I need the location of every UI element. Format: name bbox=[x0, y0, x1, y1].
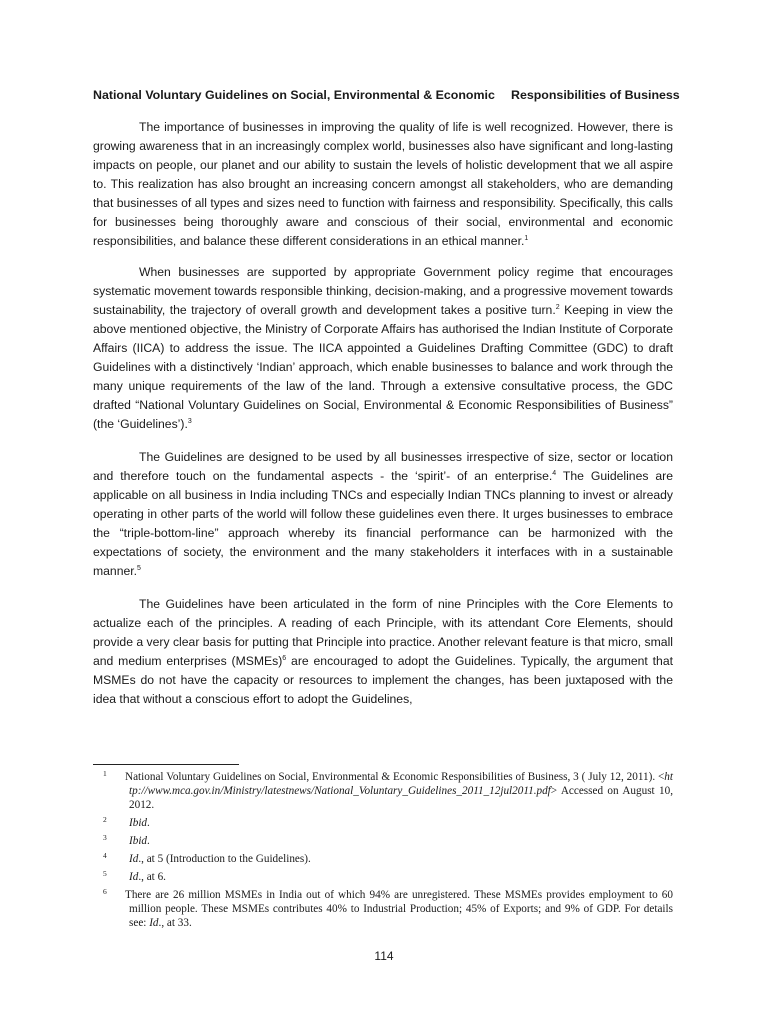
footnote-1-text bbox=[125, 771, 673, 811]
footnote-6-text bbox=[125, 889, 673, 929]
footnote-2-italic: Ibid bbox=[129, 817, 148, 829]
footnote-5-rest: ., at 6. bbox=[138, 871, 166, 883]
footnote-4 bbox=[93, 852, 673, 866]
body-text bbox=[93, 118, 673, 723]
footnote-ref-2: 2 bbox=[555, 303, 560, 311]
footnote-ref-5: 5 bbox=[137, 564, 141, 572]
page-number: 114 bbox=[374, 949, 394, 963]
footnote-5-number: 5 bbox=[103, 869, 107, 878]
footnote-6-number: 6 bbox=[103, 887, 107, 896]
footnote-1-text-b: > Accessed on August 10, 2012. bbox=[129, 785, 673, 811]
paragraph-3-text-b: The Guidelines are applicable on all business in India including TNCs and especially Indian TNCs planning to invest or already operating in other parts of the world will follow these guidelines even there. It urges businesses to embrace the “triple-bottom-line” approach whereby its financial performance can be harmonized with the expectations of society, the environment and the many stakeholders it interfaces with in a sustainable manner. bbox=[93, 469, 674, 578]
footnote-6 bbox=[93, 888, 673, 930]
paragraph-4-text-b: are encouraged to adopt the Guidelines. Typically, the argument that MSMEs do not have the capacity or resources to implement the changes, has been juxtaposed with the idea that without a conscious effort to adopt the Guidelines, bbox=[93, 654, 673, 706]
footnote-separator bbox=[93, 764, 239, 765]
footnote-ref-1: 1 bbox=[524, 234, 529, 242]
paragraph-1-text: The importance of businesses in improving the quality of life is well recognized. However, there is growing awareness that in an increasingly complex world, businesses also have significant and long-lasting impacts on people, our planet and our ability to sustain the levels of holistic development that we all aspire to. This realization has also brought an increasing concern amongst all stakeholders, who are demanding that businesses of all types and sizes need to function with fairness and responsibility. Specifically, this calls for businesses being thoroughly aware and conscious of their social, environmental and economic responsibilities, and balance these different considerations in an ethical manner. bbox=[93, 120, 673, 248]
footnote-1-number: 1 bbox=[103, 769, 107, 778]
running-header bbox=[93, 88, 680, 102]
paragraph-2 bbox=[93, 263, 673, 434]
paragraph-4 bbox=[93, 595, 673, 709]
footnote-6-italic: Id bbox=[149, 917, 159, 929]
paragraph-2-text-a: When businesses are supported by appropriate Government policy regime that encourages systematic movement towards responsible thinking, decision-making, and a progressive movement towards sustainability, the trajectory of overall growth and development takes a positive turn. bbox=[93, 265, 673, 317]
paragraph-1 bbox=[93, 118, 673, 251]
footnote-1 bbox=[93, 770, 673, 812]
footnote-ref-3: 3 bbox=[187, 417, 192, 425]
footnote-5-italic: Id bbox=[129, 871, 139, 883]
footnote-2 bbox=[93, 816, 673, 830]
header-right: Responsibilities of Business bbox=[511, 88, 680, 102]
footnote-1-text-a: National Voluntary Guidelines on Social, Environmental & Economic Responsibilities of Business, 3 ( July 12, 2011). < bbox=[125, 771, 665, 783]
footnote-4-number: 4 bbox=[103, 851, 107, 860]
paragraph-3 bbox=[93, 448, 673, 581]
footnote-3 bbox=[93, 834, 673, 848]
footnote-ref-6: 6 bbox=[282, 654, 287, 662]
paragraph-2-text-b: Keeping in view the above mentioned objective, the Ministry of Corporate Affairs has authorised the Indian Institute of Corporate Affairs (IICA) to address the issue. The IICA appointed a Guidelines Drafting Committee (GDC) to draft Guidelines with a distinctively ‘Indian’ approach, which enable businesses to balance and work through the many unique requirements of the law of the land. Through a extensive consultative process, the GDC drafted “National Voluntary Guidelines on Social, Environmental & Economic Responsibilities of Business” (the ‘Guidelines’). bbox=[93, 303, 673, 431]
footnote-5 bbox=[93, 870, 673, 884]
footnote-3-number: 3 bbox=[103, 833, 107, 842]
header-left: National Voluntary Guidelines on Social, Environmental & Economic bbox=[93, 88, 495, 102]
footnote-1-url[interactable]: http://www.mca.gov.in/Ministry/latestnews/National_Voluntary_Guidelines_2011_12jul2011.pdf bbox=[129, 771, 673, 797]
paragraph-4-text-a: The Guidelines have been articulated in the form of nine Principles with the Core Elements to actualize each of the principles. A reading of each Principle, with its attendant Core Elements, should provide a very clear basis for putting that Principle into practice. Another relevant feature is that micro, small and medium enterprises (MSMEs) bbox=[93, 597, 673, 668]
footnote-6-text-b: ., at 33. bbox=[158, 917, 192, 929]
footnote-6-text-a: There are 26 million MSMEs in India out of which 94% are unregistered. These MSMEs provides employment to 60 million people. These MSMEs contributes 40% to Industrial Production; 45% of Exports; and 9% of GDP. For details see: bbox=[125, 889, 673, 929]
footnote-2-number: 2 bbox=[103, 815, 107, 824]
footnote-4-rest: ., at 5 (Introduction to the Guidelines). bbox=[138, 853, 311, 865]
footnote-3-rest: . bbox=[147, 835, 150, 847]
footnote-4-italic: Id bbox=[129, 853, 139, 865]
footnote-2-rest: . bbox=[147, 817, 150, 829]
footnotes bbox=[93, 770, 673, 934]
footnote-3-italic: Ibid bbox=[129, 835, 148, 847]
paragraph-3-text-a: The Guidelines are designed to be used by all businesses irrespective of size, sector or location and therefore touch on the fundamental aspects - the ‘spirit’- of an enterprise. bbox=[93, 450, 673, 483]
footnote-ref-4: 4 bbox=[552, 469, 557, 477]
